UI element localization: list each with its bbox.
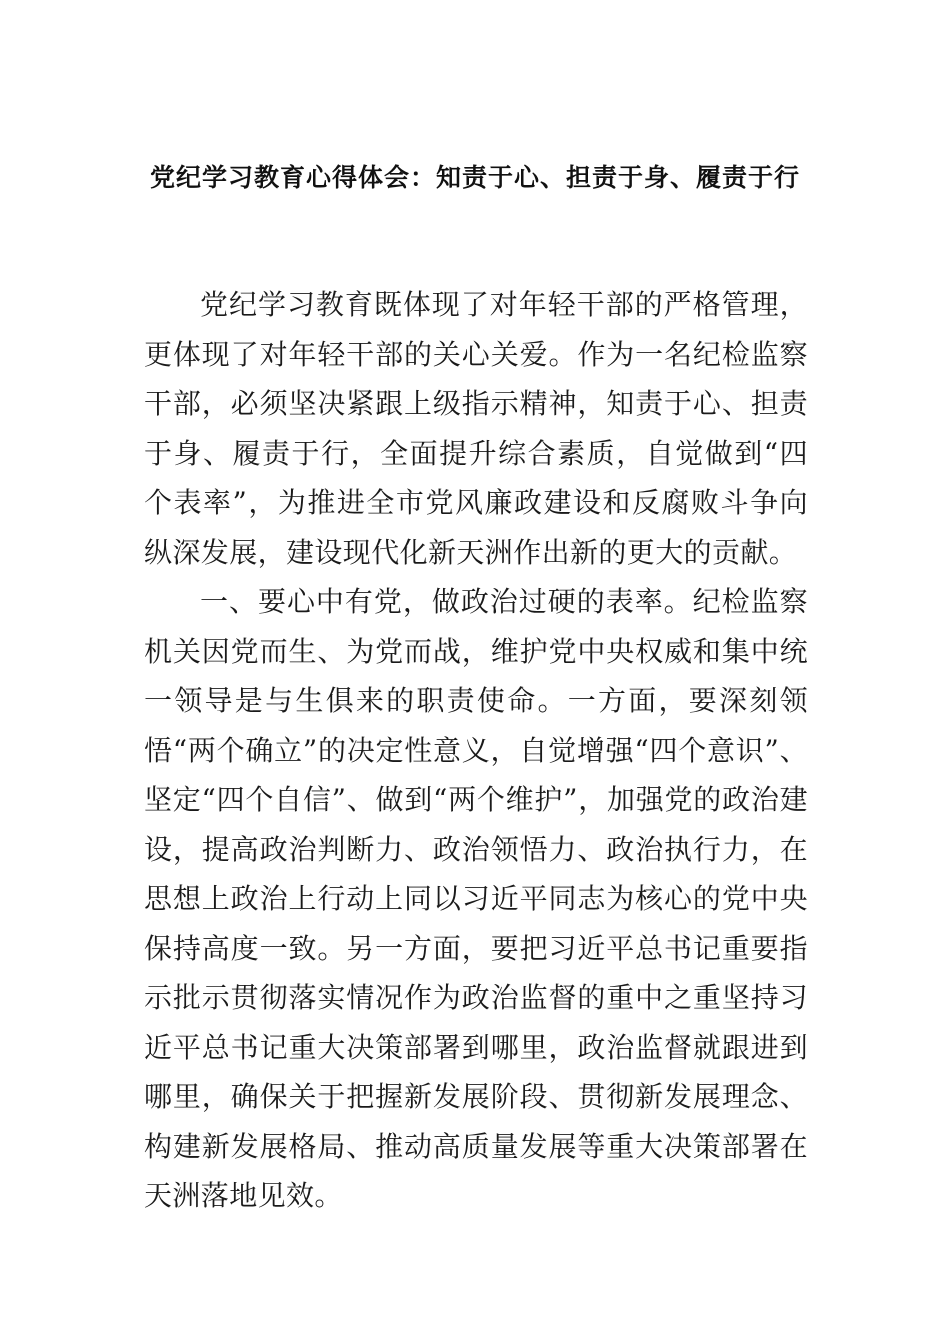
paragraph-intro: 党纪学习教育既体现了对年轻干部的严格管理，更体现了对年轻干部的关心关爱。作为一名纪检监察干部，必须坚决紧跟上级指示精神，知责于心、担责于身、履责于行，全面提升综合素质，自觉做到“四个表率”，为推进全市党风廉政建设和反腐败斗争向纵深发展，建设现代化新天洲作出新的更大的贡献。 bbox=[144, 288, 808, 569]
paragraph-section-one: 一、要心中有党，做政治过硬的表率。纪检监察机关因党而生、为党而战，维护党中央权威和集中统一领导是与生俱来的职责使命。一方面，要深刻领悟“两个确立”的决定性意义，自觉增强“四个意识”、坚定“四个自信”、做到“两个维护”，加强党的政治建设，提高政治判断力、政治领悟力、政治执行力，在思想上政治上行动上同以习近平同志为核心的党中央保持高度一致。另一方面，要把习近平总书记重要指示批示贯彻落实情况作为政治监督的重中之重坚持习近平总书记重大决策部署到哪里，政治监督就跟进到哪里，确保关于把握新发展阶段、贯彻新发展理念、构建新发展格局、推动高质量发展等重大决策部署在天洲落地见效。 bbox=[144, 585, 808, 1212]
document-title: 党纪学习教育心得体会：知责于心、担责于身、履责于行 bbox=[149, 163, 800, 192]
document-body bbox=[144, 280, 808, 1221]
